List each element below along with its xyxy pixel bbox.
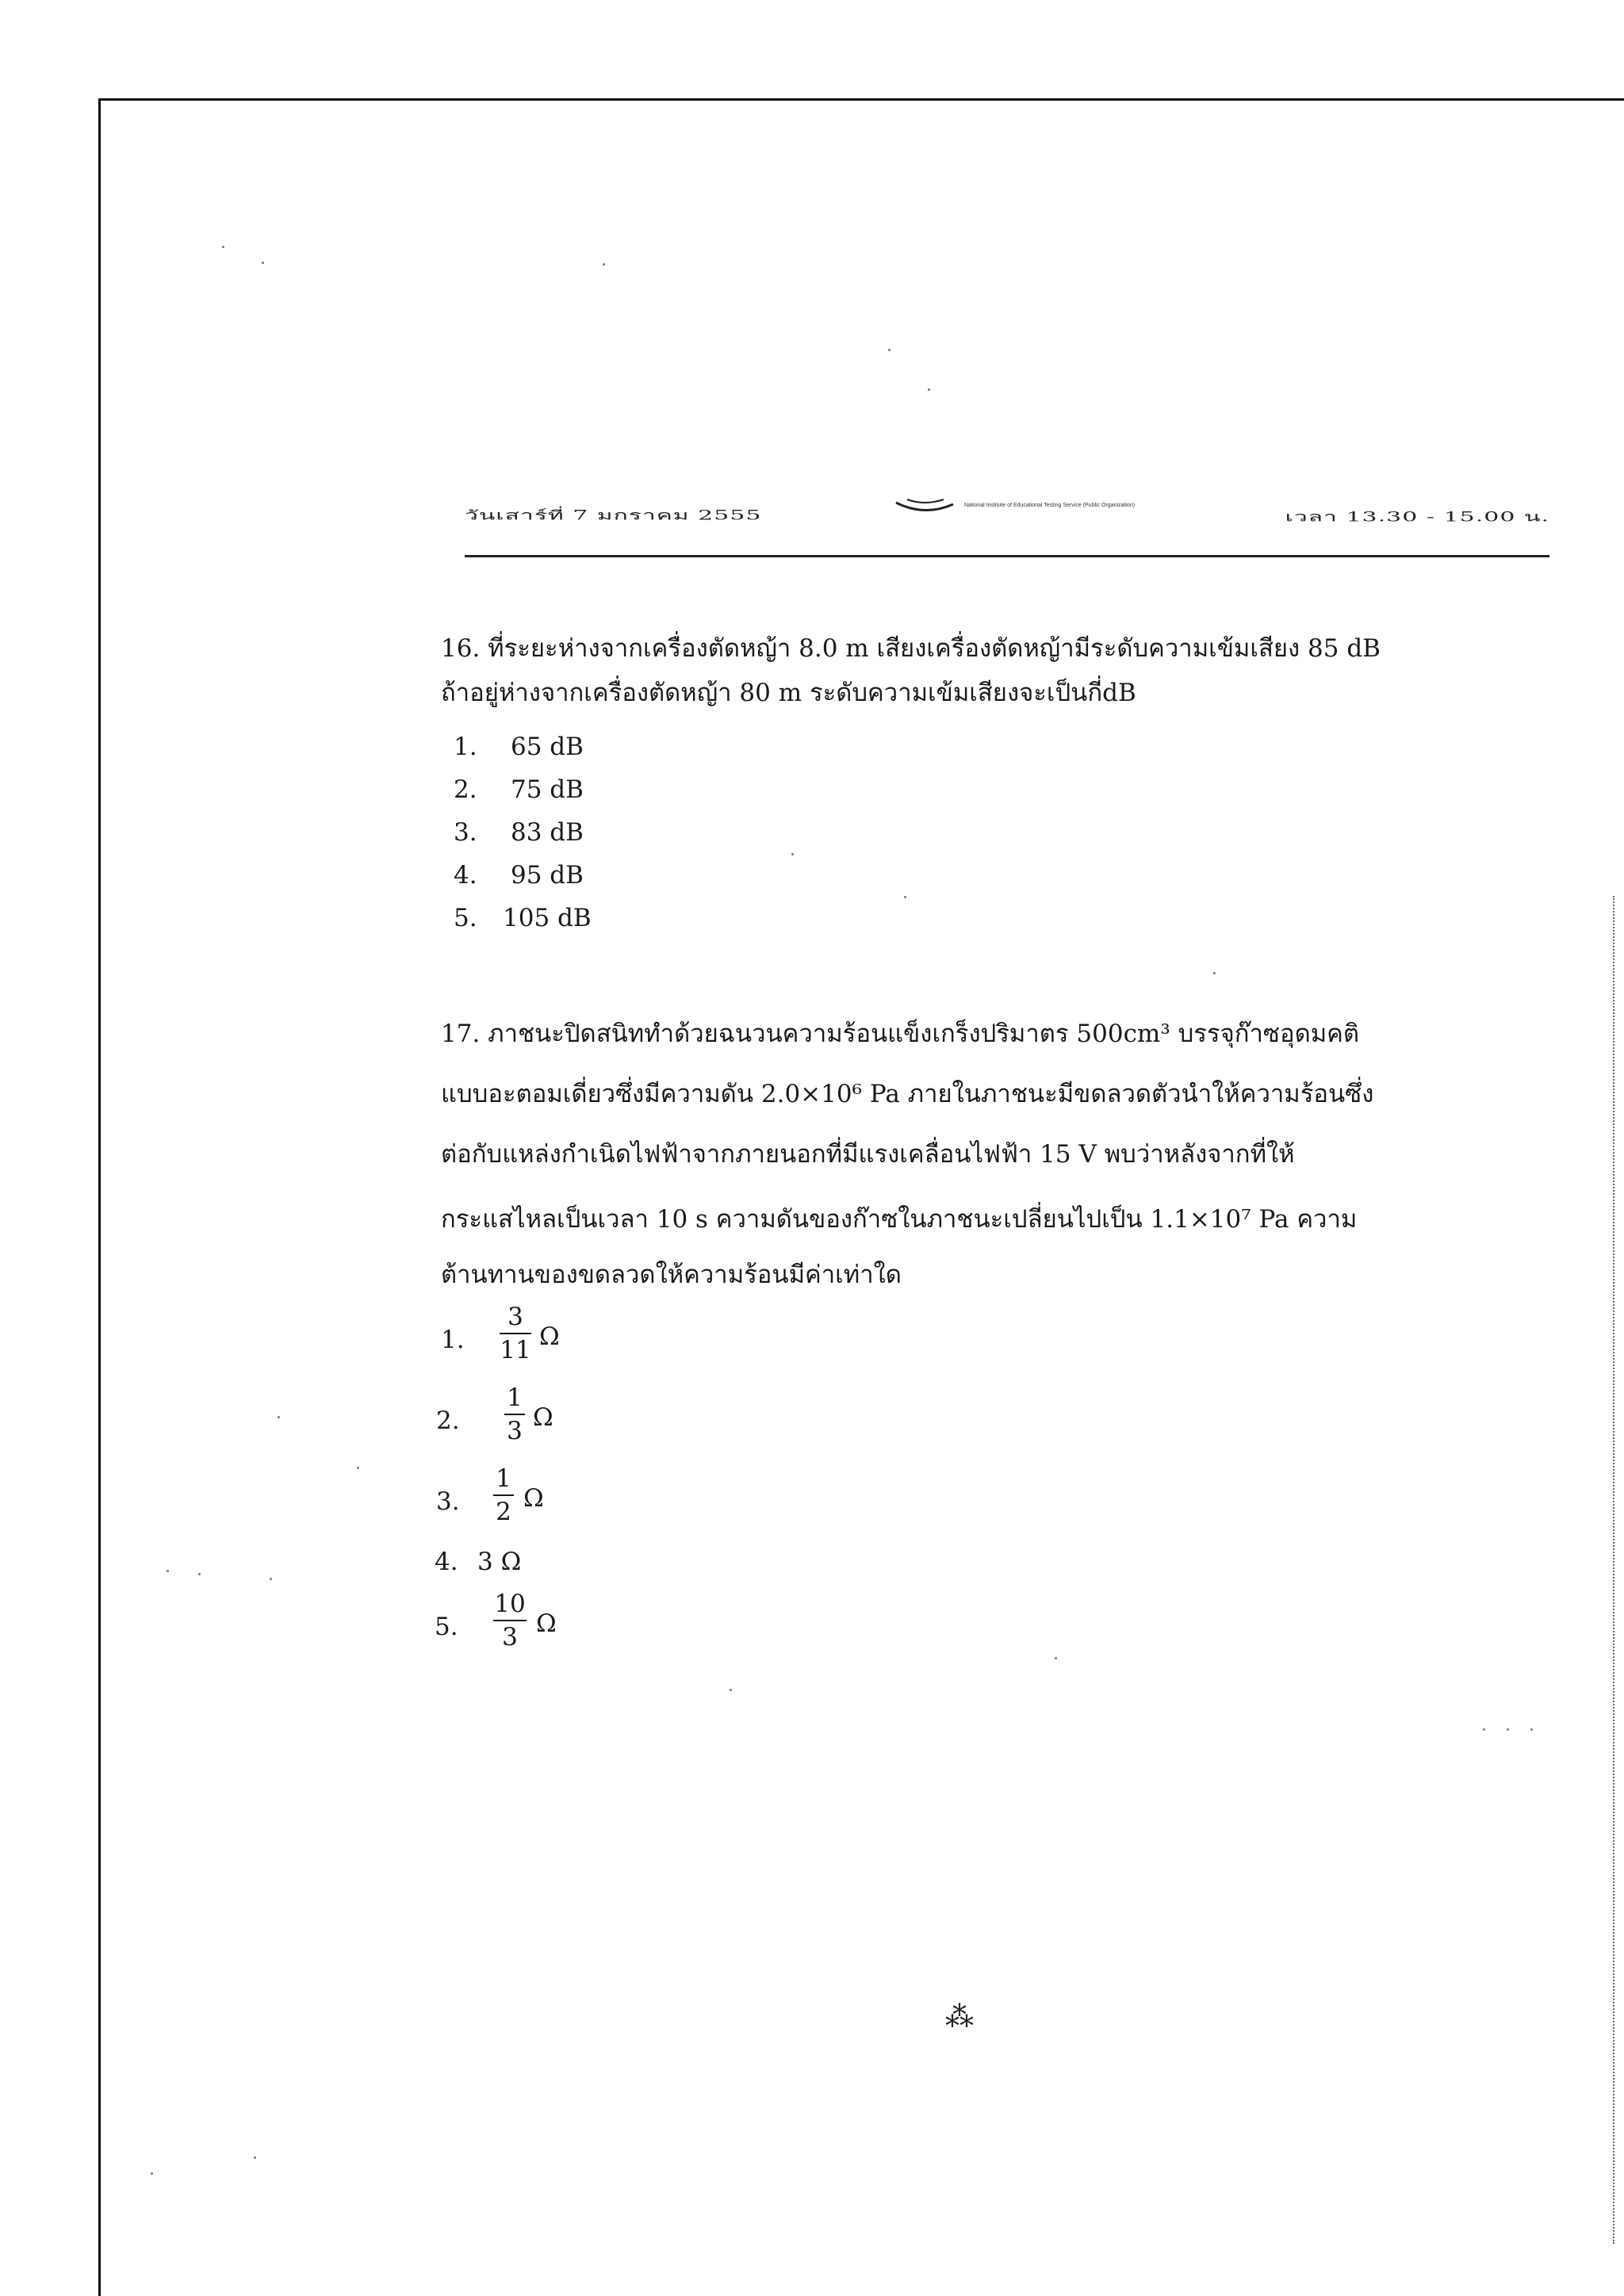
exam-date: วันเสาร์ที่ 7 มกราคม 2555 — [465, 507, 762, 523]
scan-speck — [357, 1467, 359, 1469]
niets-logo — [893, 493, 1136, 517]
scan-speck — [730, 1689, 732, 1691]
scan-speck — [151, 2172, 153, 2175]
fraction-bar — [493, 1620, 527, 1621]
fraction-numerator: 1 — [507, 1383, 523, 1412]
scan-speck — [198, 1573, 201, 1575]
option-unit: Ω — [523, 1484, 544, 1513]
option-fraction — [493, 1465, 514, 1525]
scan-speck — [254, 2156, 256, 2159]
question-16-line-1: 16. ที่ระยะห่างจากเครื่องตัดหญ้า 8.0 m เสียงเครื่องตัดหญ้ามีระดับความเข้มเสียง 85 dB — [441, 634, 1381, 663]
option-number: 4. — [435, 1548, 458, 1576]
fraction-bar — [500, 1333, 531, 1334]
question-17-line-5: ต้านทานของขดลวดให้ความร้อนมีค่าเท่าใด — [441, 1261, 902, 1289]
option-fraction — [504, 1384, 525, 1445]
scan-speck — [262, 262, 264, 264]
fraction-denominator: 11 — [500, 1336, 531, 1364]
header-rule — [465, 555, 1549, 557]
fraction-bar — [504, 1414, 525, 1415]
option-number: 3. — [436, 1487, 460, 1516]
option-value: 95 dB — [511, 861, 584, 890]
page-frame-top — [98, 98, 1624, 101]
fraction-numerator: 3 — [508, 1303, 523, 1331]
question-17-line-2: แบบอะตอมเดี่ยวซึ่งมีความดัน 2.0×10⁶ Pa ภายในภาชนะมีขดลวดตัวนำให้ความร้อนซึ่ง — [441, 1080, 1374, 1108]
option-number: 1. — [454, 733, 477, 761]
option-value: 3 Ω — [477, 1548, 522, 1576]
fraction-numerator: 10 — [494, 1590, 526, 1618]
option-number: 5. — [454, 904, 477, 932]
option-unit: Ω — [536, 1609, 557, 1638]
option-number: 3. — [454, 818, 477, 847]
option-number: 1. — [441, 1326, 465, 1354]
option-fraction — [493, 1590, 527, 1651]
page-frame-left — [98, 98, 101, 2296]
question-17-line-4: กระแสไหลเป็นเวลา 10 s ความดันของก๊าซในภาชนะเปลี่ยนไปเป็น 1.1×10⁷ Pa ความ — [441, 1205, 1358, 1234]
fraction-numerator: 1 — [496, 1464, 511, 1493]
option-unit: Ω — [539, 1322, 560, 1351]
scan-edge-dots — [1613, 896, 1616, 2244]
option-number: 4. — [454, 861, 477, 890]
scan-speck — [1507, 1728, 1509, 1731]
option-unit: Ω — [533, 1403, 553, 1432]
scan-speck — [1055, 1657, 1057, 1659]
scan-speck — [167, 1570, 169, 1572]
scan-speck — [791, 853, 794, 855]
scan-speck — [1483, 1728, 1485, 1731]
option-value: 83 dB — [511, 818, 584, 847]
option-fraction — [500, 1303, 531, 1364]
option-number: 2. — [454, 775, 477, 804]
scan-speck — [222, 246, 224, 248]
question-17-line-1: 17. ภาชนะปิดสนิททำด้วยฉนวนความร้อนแข็งเกร็งปริมาตร 500cm³ บรรจุก๊าซอุดมคติ — [441, 1020, 1360, 1048]
scan-speck — [278, 1416, 280, 1418]
option-number: 5. — [435, 1613, 458, 1641]
logo-swoosh-icon — [893, 493, 956, 517]
page-number-mark: ⁂ — [945, 2001, 974, 2034]
scan-speck — [1213, 972, 1216, 974]
fraction-denominator: 3 — [507, 1417, 523, 1445]
scan-speck — [888, 349, 891, 351]
option-value: 75 dB — [511, 775, 584, 804]
exam-header — [465, 476, 1549, 523]
scan-speck — [603, 263, 605, 266]
scan-speck — [928, 388, 930, 391]
logo-org-text: National Institute of Educational Testing Service (Public Organization) — [964, 503, 1136, 508]
option-number: 2. — [436, 1406, 460, 1435]
fraction-denominator: 2 — [496, 1498, 511, 1526]
question-16-line-2: ถ้าอยู่ห่างจากเครื่องตัดหญ้า 80 m ระดับความเข้มเสียงจะเป็นกี่dB — [441, 679, 1136, 707]
option-value: 105 dB — [503, 904, 592, 932]
fraction-denominator: 3 — [502, 1623, 518, 1651]
question-17-line-3: ต่อกับแหล่งกำเนิดไฟฟ้าจากภายนอกที่มีแรงเคลื่อนไฟฟ้า 15 V พบว่าหลังจากที่ให้ — [441, 1140, 1295, 1169]
exam-time: เวลา 13.30 - 15.00 น. — [1285, 509, 1549, 525]
option-value: 65 dB — [511, 733, 584, 761]
scan-speck — [270, 1578, 272, 1580]
scan-speck — [1530, 1728, 1533, 1731]
fraction-bar — [493, 1494, 514, 1496]
scan-speck — [904, 896, 906, 898]
